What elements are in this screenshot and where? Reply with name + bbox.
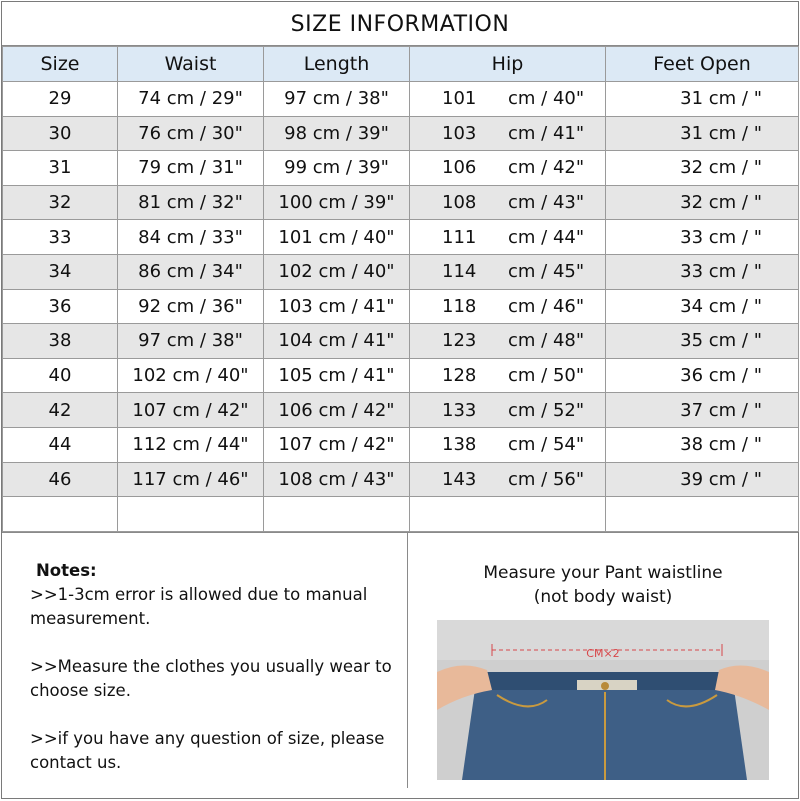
waist-cell: 112 cm / 44" <box>118 427 264 462</box>
length-cell: 104 cm / 41" <box>264 324 410 359</box>
waist-cell: 81 cm / 32" <box>118 185 264 220</box>
hip-cm-value: 103 <box>442 122 477 144</box>
hip-cell <box>410 427 606 462</box>
hip-cell <box>410 116 606 151</box>
notes-heading: Notes: <box>36 560 97 580</box>
length-cell: 102 cm / 40" <box>264 254 410 289</box>
waist-cell: 79 cm / 31" <box>118 151 264 186</box>
hip-cm-value: 101 <box>442 88 477 110</box>
feet-open-cell: 38 cm / " <box>606 427 799 462</box>
hip-unit-value: cm / 54" <box>508 434 585 456</box>
size-cell: 38 <box>3 324 118 359</box>
hip-unit-value: cm / 48" <box>508 330 585 352</box>
empty-cell <box>410 497 606 532</box>
table-row <box>3 151 799 186</box>
hip-cm-value: 143 <box>442 468 477 490</box>
hip-unit-value: cm / 44" <box>508 226 585 248</box>
waist-cell: 86 cm / 34" <box>118 254 264 289</box>
hip-cell <box>410 220 606 255</box>
note-item: >>Measure the clothes you usually wear to choose size. <box>30 656 392 700</box>
empty-row <box>3 497 799 532</box>
measure-subnote: (not body waist) <box>533 586 673 607</box>
hip-cell <box>410 462 606 497</box>
size-cell: 29 <box>3 82 118 117</box>
length-cell: 99 cm / 39" <box>264 151 410 186</box>
empty-cell <box>118 497 264 532</box>
hip-unit-value: cm / 45" <box>508 261 585 283</box>
length-cell: 107 cm / 42" <box>264 427 410 462</box>
column-header-waist: Waist <box>118 47 264 82</box>
hip-unit-value: cm / 40" <box>508 88 585 110</box>
note-item: >>if you have any question of size, please contact us. <box>30 728 385 772</box>
feet-open-cell: 32 cm / " <box>606 151 799 186</box>
table-row <box>3 116 799 151</box>
hip-cm-value: 114 <box>442 261 477 283</box>
size-cell: 31 <box>3 151 118 186</box>
hip-cm-value: 133 <box>442 399 477 421</box>
feet-open-cell: 33 cm / " <box>606 220 799 255</box>
length-cell: 108 cm / 43" <box>264 462 410 497</box>
table-row <box>3 324 799 359</box>
hip-unit-value: cm / 41" <box>508 122 585 144</box>
table-row <box>3 82 799 117</box>
size-cell: 33 <box>3 220 118 255</box>
hip-unit-value: cm / 56" <box>508 468 585 490</box>
table-row <box>3 427 799 462</box>
table-row <box>3 289 799 324</box>
measure-label: CM×2 <box>586 646 620 660</box>
table-row <box>3 220 799 255</box>
empty-cell <box>606 497 799 532</box>
waist-cell: 107 cm / 42" <box>118 393 264 428</box>
measure-instruction: Measure your Pant waistline <box>483 562 723 583</box>
notes-section <box>2 533 408 788</box>
size-cell: 36 <box>3 289 118 324</box>
hip-cell <box>410 324 606 359</box>
hip-unit-value: cm / 52" <box>508 399 585 421</box>
hip-cm-value: 118 <box>442 295 477 317</box>
length-cell: 106 cm / 42" <box>264 393 410 428</box>
feet-open-cell: 37 cm / " <box>606 393 799 428</box>
empty-cell <box>3 497 118 532</box>
feet-open-cell: 31 cm / " <box>606 116 799 151</box>
column-header-feet-open: Feet Open <box>606 47 799 82</box>
hip-cell <box>410 151 606 186</box>
feet-open-cell: 36 cm / " <box>606 358 799 393</box>
size-chart <box>1 1 799 799</box>
waist-cell: 97 cm / 38" <box>118 324 264 359</box>
waist-cell: 76 cm / 30" <box>118 116 264 151</box>
waist-cell: 74 cm / 29" <box>118 82 264 117</box>
note-item: >>1-3cm error is allowed due to manual measurement. <box>30 584 368 628</box>
hip-unit-value: cm / 43" <box>508 192 585 214</box>
feet-open-cell: 39 cm / " <box>606 462 799 497</box>
size-cell: 44 <box>3 427 118 462</box>
info-panel <box>2 532 798 788</box>
table-row <box>3 462 799 497</box>
hip-cm-value: 108 <box>442 192 477 214</box>
hip-cell <box>410 289 606 324</box>
table-row <box>3 254 799 289</box>
hip-cell <box>410 82 606 117</box>
table-row <box>3 185 799 220</box>
length-cell: 97 cm / 38" <box>264 82 410 117</box>
column-header-hip: Hip <box>410 47 606 82</box>
jeans-waistline-photo <box>437 620 769 780</box>
column-header-size: Size <box>3 47 118 82</box>
waist-cell: 84 cm / 33" <box>118 220 264 255</box>
empty-cell <box>264 497 410 532</box>
feet-open-cell: 35 cm / " <box>606 324 799 359</box>
hip-cm-value: 123 <box>442 330 477 352</box>
hip-cm-value: 138 <box>442 434 477 456</box>
feet-open-cell: 34 cm / " <box>606 289 799 324</box>
hip-cell <box>410 254 606 289</box>
length-cell: 98 cm / 39" <box>264 116 410 151</box>
size-cell: 46 <box>3 462 118 497</box>
hip-cm-value: 111 <box>442 226 477 248</box>
waist-cell: 102 cm / 40" <box>118 358 264 393</box>
column-header-length: Length <box>264 47 410 82</box>
length-cell: 105 cm / 41" <box>264 358 410 393</box>
size-cell: 32 <box>3 185 118 220</box>
hip-cell <box>410 358 606 393</box>
hip-cm-value: 128 <box>442 365 477 387</box>
feet-open-cell: 33 cm / " <box>606 254 799 289</box>
size-cell: 42 <box>3 393 118 428</box>
waist-cell: 117 cm / 46" <box>118 462 264 497</box>
length-cell: 100 cm / 39" <box>264 185 410 220</box>
table-row <box>3 393 799 428</box>
table-row <box>3 358 799 393</box>
hip-cm-value: 106 <box>442 157 477 179</box>
size-cell: 34 <box>3 254 118 289</box>
hip-unit-value: cm / 50" <box>508 365 585 387</box>
table-header-row <box>3 47 799 82</box>
hip-unit-value: cm / 46" <box>508 295 585 317</box>
feet-open-cell: 32 cm / " <box>606 185 799 220</box>
feet-open-cell: 31 cm / " <box>606 82 799 117</box>
length-cell: 101 cm / 40" <box>264 220 410 255</box>
size-cell: 30 <box>3 116 118 151</box>
length-cell: 103 cm / 41" <box>264 289 410 324</box>
hip-cell <box>410 393 606 428</box>
hip-cell <box>410 185 606 220</box>
page-title: SIZE INFORMATION <box>2 2 798 46</box>
measure-section <box>408 533 798 788</box>
waist-cell: 92 cm / 36" <box>118 289 264 324</box>
hip-unit-value: cm / 42" <box>508 157 585 179</box>
size-cell: 40 <box>3 358 118 393</box>
size-table <box>2 46 799 532</box>
